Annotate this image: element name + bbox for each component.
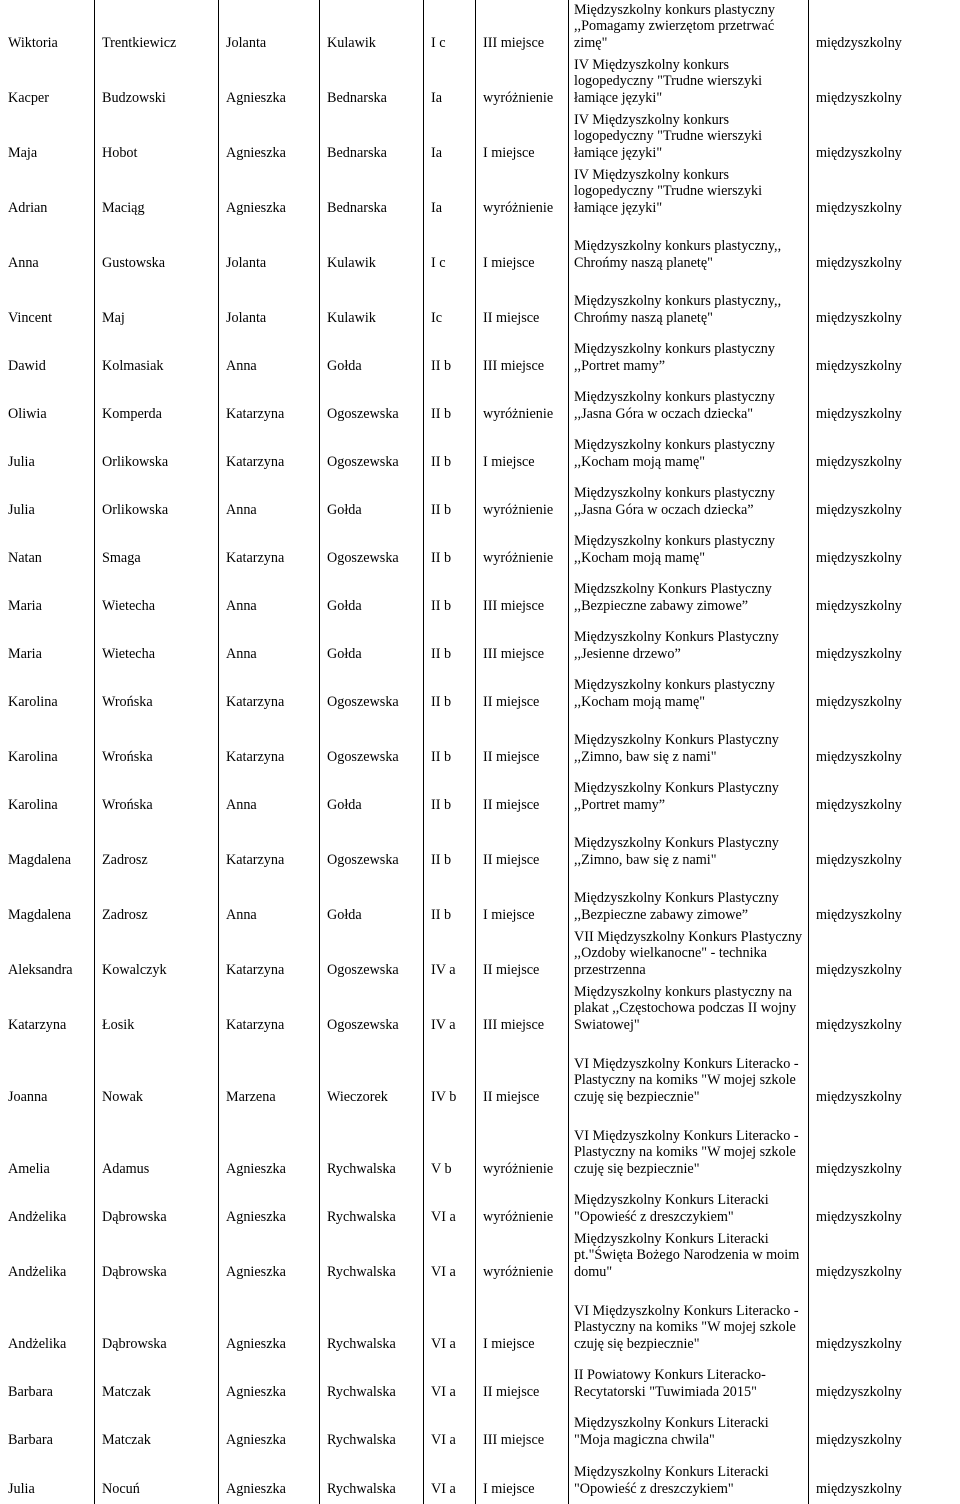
teacher-first-name: Katarzyna — [226, 549, 285, 566]
level-cell: międzyszkolny — [816, 1335, 902, 1352]
level-cell: międzyszkolny — [816, 405, 902, 422]
teacher-first-name: Jolanta — [226, 309, 267, 326]
teacher-first-name: Katarzyna — [226, 693, 285, 710]
teacher-last-name: Ogoszewska — [327, 405, 399, 422]
table-row — [0, 110, 960, 165]
teacher-first-name: Katarzyna — [226, 961, 285, 978]
teacher-first-name: Agnieszka — [226, 1160, 286, 1177]
level-cell: międzyszkolny — [816, 357, 902, 374]
student-first-name: Amelia — [8, 1160, 50, 1177]
class-cell: Ia — [431, 199, 443, 216]
teacher-last-name: Gołda — [327, 357, 362, 374]
level-cell: międzyszkolny — [816, 1383, 902, 1400]
teacher-first-name: Katarzyna — [226, 1016, 285, 1033]
table-row — [0, 1181, 960, 1229]
student-last-name: Zadrosz — [102, 851, 148, 868]
class-cell: IV a — [431, 1016, 456, 1033]
competition-cell: Międzyszkolny konkurs plastyczny ,,Kocham moją mamę" — [574, 677, 775, 710]
table-row — [0, 1404, 960, 1452]
teacher-first-name: Anna — [226, 597, 257, 614]
student-first-name: Karolina — [8, 748, 58, 765]
table-row — [0, 378, 960, 426]
level-cell: międzyszkolny — [816, 199, 902, 216]
placement-cell: wyróżnienie — [483, 199, 554, 216]
competition-cell: VI Międzyszkolny Konkurs Literacko - Plastyczny na komiks "W mojej szkole czuję się bezpiecznie" — [574, 1055, 799, 1105]
placement-cell: II miejsce — [483, 748, 540, 765]
teacher-last-name: Ogoszewska — [327, 453, 399, 470]
competition-cell: IV Międzyszkolny konkurs logopedyczny "Trudne wierszyki łamiące języki" — [574, 111, 763, 161]
student-first-name: Karolina — [8, 796, 58, 813]
teacher-first-name: Agnieszka — [226, 1480, 286, 1497]
teacher-first-name: Jolanta — [226, 254, 267, 271]
competition-cell: Międzyszkolny Konkurs Literacki pt."Święta Bożego Narodzenia w moim domu" — [574, 1230, 800, 1280]
teacher-first-name: Katarzyna — [226, 453, 285, 470]
placement-cell: II miejsce — [483, 309, 540, 326]
placement-cell: III miejsce — [483, 1016, 545, 1033]
teacher-last-name: Ogoszewska — [327, 748, 399, 765]
placement-cell: wyróżnienie — [483, 405, 554, 422]
teacher-last-name: Gołda — [327, 645, 362, 662]
teacher-first-name: Anna — [226, 645, 257, 662]
student-first-name: Barbara — [8, 1383, 53, 1400]
student-last-name: Kowalczyk — [102, 961, 167, 978]
teacher-first-name: Katarzyna — [226, 851, 285, 868]
student-last-name: Zadrosz — [102, 906, 148, 923]
table-row — [0, 982, 960, 1037]
competition-cell: Międzyszkolny konkurs plastyczny ,,Kocham moją mamę" — [574, 437, 775, 470]
placement-cell: II miejsce — [483, 693, 540, 710]
student-first-name: Oliwia — [8, 405, 47, 422]
level-cell: międzyszkolny — [816, 796, 902, 813]
class-cell: II b — [431, 405, 452, 422]
table-row — [0, 872, 960, 927]
teacher-first-name: Jolanta — [226, 34, 267, 51]
student-first-name: Adrian — [8, 199, 48, 216]
student-last-name: Orlikowska — [102, 501, 169, 518]
teacher-last-name: Bednarska — [327, 89, 387, 106]
table-row — [0, 570, 960, 618]
table-row — [0, 1284, 960, 1356]
table-row — [0, 927, 960, 982]
level-cell: międzyszkolny — [816, 1160, 902, 1177]
teacher-last-name: Ogoszewska — [327, 851, 399, 868]
teacher-last-name: Ogoszewska — [327, 549, 399, 566]
student-first-name: Julia — [8, 453, 35, 470]
class-cell: II b — [431, 851, 452, 868]
competition-cell: VI Międzyszkolny Konkurs Literacko - Plastyczny na komiks "W mojej szkole czuję się bezpiecznie" — [574, 1127, 799, 1177]
student-first-name: Magdalena — [8, 851, 72, 868]
level-cell: międzyszkolny — [816, 144, 902, 161]
student-last-name: Dąbrowska — [102, 1263, 167, 1280]
placement-cell: I miejsce — [483, 453, 535, 470]
table-row — [0, 1109, 960, 1181]
placement-cell: II miejsce — [483, 796, 540, 813]
student-last-name: Wrońska — [102, 748, 153, 765]
level-cell: międzyszkolny — [816, 1480, 902, 1497]
placement-cell: II miejsce — [483, 1088, 540, 1105]
teacher-first-name: Agnieszka — [226, 199, 286, 216]
teacher-first-name: Anna — [226, 796, 257, 813]
teacher-last-name: Rychwalska — [327, 1160, 396, 1177]
placement-cell: III miejsce — [483, 1431, 545, 1448]
competition-cell: Międzyszkolny konkurs plastyczny ,,Portret mamy” — [574, 341, 775, 374]
class-cell: IV b — [431, 1088, 457, 1105]
class-cell: II b — [431, 748, 452, 765]
class-cell: VI a — [431, 1208, 456, 1225]
placement-cell: I miejsce — [483, 254, 535, 271]
student-first-name: Maria — [8, 645, 42, 662]
competition-cell: VI Międzyszkolny Konkurs Literacko - Plastyczny na komiks "W mojej szkole czuję się bezpiecznie" — [574, 1302, 799, 1352]
teacher-first-name: Agnieszka — [226, 89, 286, 106]
placement-cell: III miejsce — [483, 645, 545, 662]
level-cell: międzyszkolny — [816, 309, 902, 326]
teacher-last-name: Kulawik — [327, 309, 376, 326]
class-cell: VI a — [431, 1480, 456, 1497]
competition-cell: Międzyszkolny Konkurs Literacki "Opowieść z dreszczykiem" — [574, 1464, 769, 1497]
class-cell: II b — [431, 906, 452, 923]
student-last-name: Łosik — [102, 1016, 135, 1033]
student-first-name: Kacper — [8, 89, 49, 106]
student-first-name: Maria — [8, 597, 42, 614]
student-last-name: Kolmasiak — [102, 357, 164, 374]
competition-cell: Międzyszkolny Konkurs Literacki "Opowieść z dreszczykiem" — [574, 1192, 769, 1225]
teacher-first-name: Marzena — [226, 1088, 276, 1105]
class-cell: II b — [431, 453, 452, 470]
student-first-name: Andżelika — [8, 1208, 67, 1225]
student-last-name: Matczak — [102, 1431, 151, 1448]
teacher-first-name: Anna — [226, 501, 257, 518]
level-cell: międzyszkolny — [816, 501, 902, 518]
competition-cell: IV Międzyszkolny konkurs logopedyczny "Trudne wierszyki łamiące języki" — [574, 166, 763, 216]
student-last-name: Dąbrowska — [102, 1335, 167, 1352]
level-cell: międzyszkolny — [816, 254, 902, 271]
level-cell: międzyszkolny — [816, 693, 902, 710]
placement-cell: I miejsce — [483, 1335, 535, 1352]
class-cell: V b — [431, 1160, 452, 1177]
teacher-last-name: Bednarska — [327, 199, 387, 216]
competition-cell: Międzyszkolny Konkurs Plastyczny ,,Zimno, baw się z nami" — [574, 835, 779, 868]
placement-cell: II miejsce — [483, 851, 540, 868]
teacher-last-name: Kulawik — [327, 34, 376, 51]
class-cell: II b — [431, 693, 452, 710]
placement-cell: II miejsce — [483, 961, 540, 978]
student-last-name: Wietecha — [102, 597, 155, 614]
teacher-last-name: Gołda — [327, 796, 362, 813]
level-cell: międzyszkolny — [816, 851, 902, 868]
class-cell: VI a — [431, 1263, 456, 1280]
table-row — [0, 769, 960, 817]
level-cell: międzyszkolny — [816, 549, 902, 566]
level-cell: międzyszkolny — [816, 1208, 902, 1225]
student-last-name: Komperda — [102, 405, 162, 422]
student-last-name: Maj — [102, 309, 125, 326]
student-first-name: Maja — [8, 144, 38, 161]
teacher-last-name: Kulawik — [327, 254, 376, 271]
level-cell: międzyszkolny — [816, 453, 902, 470]
placement-cell: wyróżnienie — [483, 1263, 554, 1280]
level-cell: międzyszkolny — [816, 1088, 902, 1105]
teacher-first-name: Agnieszka — [226, 144, 286, 161]
teacher-first-name: Agnieszka — [226, 1335, 286, 1352]
competition-cell: Międzyszkolny Konkurs Plastyczny ,,Jesienne drzewo” — [574, 629, 779, 662]
student-last-name: Wrońska — [102, 796, 153, 813]
student-last-name: Matczak — [102, 1383, 151, 1400]
teacher-last-name: Rychwalska — [327, 1480, 396, 1497]
student-first-name: Dawid — [8, 357, 46, 374]
student-first-name: Wiktoria — [8, 34, 58, 51]
table-row — [0, 165, 960, 220]
placement-cell: wyróżnienie — [483, 501, 554, 518]
student-last-name: Maciąg — [102, 199, 145, 216]
level-cell: międzyszkolny — [816, 906, 902, 923]
level-cell: międzyszkolny — [816, 597, 902, 614]
teacher-first-name: Agnieszka — [226, 1208, 286, 1225]
teacher-first-name: Katarzyna — [226, 405, 285, 422]
table-row — [0, 817, 960, 872]
teacher-last-name: Rychwalska — [327, 1263, 396, 1280]
student-first-name: Andżelika — [8, 1335, 67, 1352]
competition-cell: Międzyszkolny Konkurs Plastyczny ,,Portret mamy” — [574, 780, 779, 813]
teacher-last-name: Gołda — [327, 906, 362, 923]
level-cell: międzyszkolny — [816, 34, 902, 51]
student-last-name: Nowak — [102, 1088, 143, 1105]
placement-cell: wyróżnienie — [483, 89, 554, 106]
class-cell: VI a — [431, 1335, 456, 1352]
table-row — [0, 330, 960, 378]
student-first-name: Julia — [8, 501, 35, 518]
teacher-last-name: Ogoszewska — [327, 693, 399, 710]
teacher-first-name: Agnieszka — [226, 1383, 286, 1400]
student-last-name: Gustowska — [102, 254, 166, 271]
teacher-first-name: Katarzyna — [226, 748, 285, 765]
class-cell: II b — [431, 645, 452, 662]
placement-cell: I miejsce — [483, 144, 535, 161]
class-cell: Ia — [431, 89, 443, 106]
level-cell: międzyszkolny — [816, 1263, 902, 1280]
table-row — [0, 1452, 960, 1501]
teacher-last-name: Rychwalska — [327, 1431, 396, 1448]
teacher-last-name: Rychwalska — [327, 1208, 396, 1225]
placement-cell: II miejsce — [483, 1383, 540, 1400]
student-first-name: Joanna — [8, 1088, 48, 1105]
table-row — [0, 714, 960, 769]
level-cell: międzyszkolny — [816, 1016, 902, 1033]
competition-cell: Międzyszkolny konkurs plastyczny,, Chrońmy naszą planetę" — [574, 238, 782, 271]
student-last-name: Trentkiewicz — [102, 34, 177, 51]
student-last-name: Wrońska — [102, 693, 153, 710]
level-cell: międzyszkolny — [816, 961, 902, 978]
class-cell: II b — [431, 357, 452, 374]
level-cell: międzyszkolny — [816, 1431, 902, 1448]
teacher-last-name: Ogoszewska — [327, 961, 399, 978]
table-row — [0, 55, 960, 110]
competition-cell: Międzyszkolny Konkurs Plastyczny ,,Zimno, baw się z nami" — [574, 732, 779, 765]
student-first-name: Katarzyna — [8, 1016, 67, 1033]
competition-cell: Międzszkolny Konkurs Plastyczny ,,Bezpieczne zabawy zimowe” — [574, 581, 772, 614]
student-last-name: Orlikowska — [102, 453, 169, 470]
table-row — [0, 220, 960, 275]
student-first-name: Barbara — [8, 1431, 53, 1448]
teacher-last-name: Gołda — [327, 597, 362, 614]
competition-cell: Międzyszkolny Konkurs Literacki "Moja magiczna chwila" — [574, 1415, 769, 1448]
placement-cell: III miejsce — [483, 34, 545, 51]
class-cell: Ia — [431, 144, 443, 161]
table-row — [0, 1229, 960, 1284]
table-row — [0, 618, 960, 666]
competition-cell: II Powiatowy Konkurs Literacko-Recytatorski "Tuwimiada 2015" — [574, 1367, 766, 1400]
table-row — [0, 426, 960, 474]
placement-cell: III miejsce — [483, 597, 545, 614]
level-cell: międzyszkolny — [816, 748, 902, 765]
class-cell: II b — [431, 501, 452, 518]
placement-cell: wyróżnienie — [483, 1208, 554, 1225]
student-last-name: Smaga — [102, 549, 141, 566]
table-row — [0, 522, 960, 570]
class-cell: IV a — [431, 961, 456, 978]
teacher-last-name: Bednarska — [327, 144, 387, 161]
class-cell: II b — [431, 549, 452, 566]
level-cell: międzyszkolny — [816, 89, 902, 106]
student-first-name: Karolina — [8, 693, 58, 710]
competition-cell: Międzyszkolny konkurs plastyczny na plakat ,,Częstochowa podczas II wojny Swiatowej" — [574, 983, 797, 1033]
teacher-last-name: Rychwalska — [327, 1383, 396, 1400]
competition-cell: Międzyszkolny konkurs plastyczny ,,Kocham moją mamę" — [574, 533, 775, 566]
level-cell: międzyszkolny — [816, 645, 902, 662]
class-cell: II b — [431, 796, 452, 813]
table-row — [0, 1356, 960, 1404]
student-first-name: Vincent — [8, 309, 53, 326]
teacher-last-name: Ogoszewska — [327, 1016, 399, 1033]
student-last-name: Hobot — [102, 144, 138, 161]
student-first-name: Aleksandra — [8, 961, 73, 978]
class-cell: I c — [431, 34, 446, 51]
class-cell: Ic — [431, 309, 443, 326]
teacher-first-name: Anna — [226, 906, 257, 923]
table-row — [0, 1037, 960, 1109]
competition-cell: Międzyszkolny konkurs plastyczny ,,Jasna Góra w oczach dziecka” — [574, 485, 775, 518]
table-row — [0, 275, 960, 330]
table-row — [0, 666, 960, 714]
student-last-name: Adamus — [102, 1160, 150, 1177]
competition-cell: Międzyszkolny konkurs plastyczny ,,Jasna Góra w oczach dziecka" — [574, 389, 775, 422]
teacher-first-name: Agnieszka — [226, 1263, 286, 1280]
teacher-last-name: Gołda — [327, 501, 362, 518]
student-last-name: Nocuń — [102, 1480, 140, 1497]
table-row — [0, 0, 960, 55]
placement-cell: I miejsce — [483, 1480, 535, 1497]
student-first-name: Julia — [8, 1480, 35, 1497]
student-last-name: Dąbrowska — [102, 1208, 167, 1225]
teacher-last-name: Rychwalska — [327, 1335, 396, 1352]
placement-cell: I miejsce — [483, 906, 535, 923]
competition-cell: Międzyszkolny konkurs plastyczny,, Chrońmy naszą planetę" — [574, 293, 782, 326]
placement-cell: III miejsce — [483, 357, 545, 374]
student-first-name: Natan — [8, 549, 42, 566]
class-cell: VI a — [431, 1431, 456, 1448]
teacher-first-name: Anna — [226, 357, 257, 374]
teacher-last-name: Wieczorek — [327, 1088, 388, 1105]
competition-cell: Międzyszkolny konkurs plastyczny ,,Pomagamy zwierzętom przetrwać zimę" — [574, 1, 775, 51]
student-last-name: Wietecha — [102, 645, 155, 662]
class-cell: VI a — [431, 1383, 456, 1400]
student-first-name: Andżelika — [8, 1263, 67, 1280]
table-row — [0, 474, 960, 522]
competition-cell: VII Międzyszkolny Konkurs Plastyczny ,,Ozdoby wielkanocne" - technika przestrzenna — [574, 928, 803, 978]
student-first-name: Magdalena — [8, 906, 72, 923]
placement-cell: wyróżnienie — [483, 549, 554, 566]
class-cell: I c — [431, 254, 446, 271]
student-first-name: Anna — [8, 254, 39, 271]
competition-cell: IV Międzyszkolny konkurs logopedyczny "Trudne wierszyki łamiące języki" — [574, 56, 763, 106]
student-last-name: Budzowski — [102, 89, 166, 106]
class-cell: II b — [431, 597, 452, 614]
teacher-first-name: Agnieszka — [226, 1431, 286, 1448]
placement-cell: wyróżnienie — [483, 1160, 554, 1177]
competition-cell: Międzyszkolny Konkurs Plastyczny ,,Bezpieczne zabawy zimowe” — [574, 890, 779, 923]
